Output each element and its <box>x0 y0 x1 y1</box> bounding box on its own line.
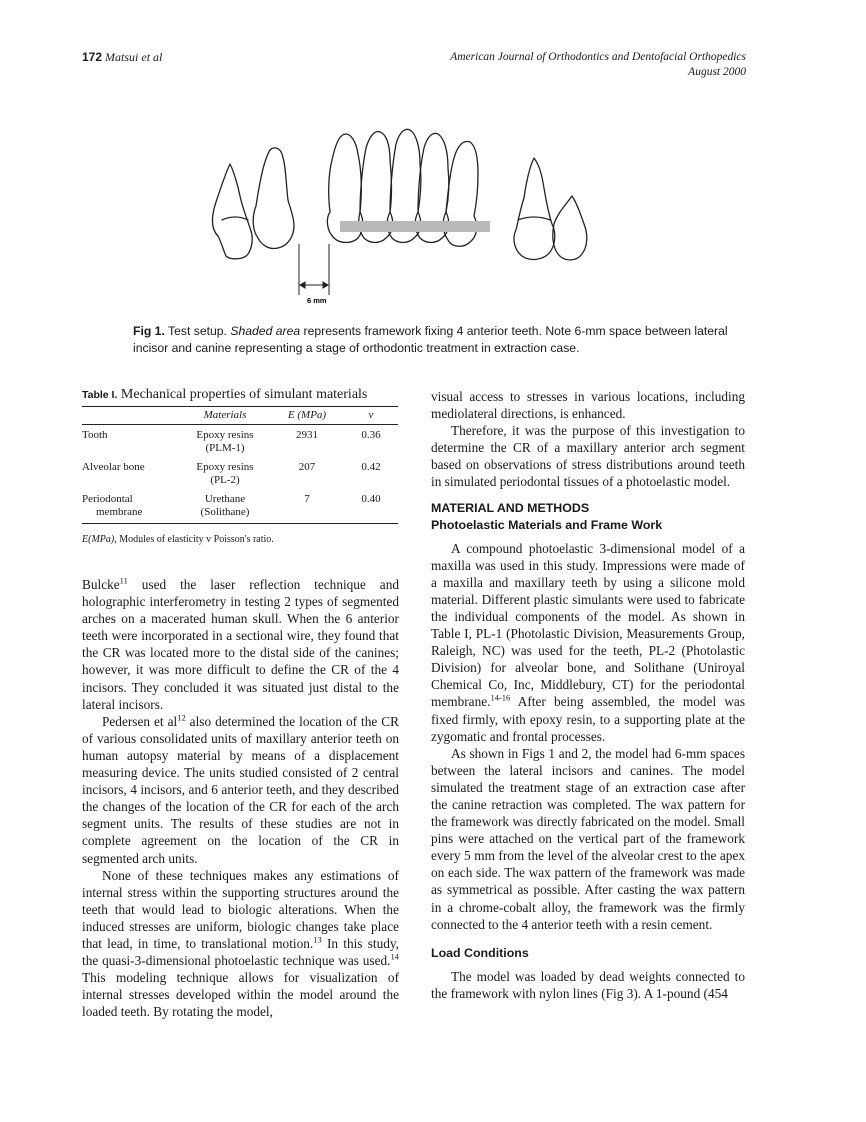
paragraph: Therefore, it was the purpose of this investigation to determine the CR of a maxillary anterior arch segment based on observations of stress distributions around teeth in simulated periodontal tissues of a photoelastic model. <box>431 423 745 490</box>
tooth-right-premolar <box>553 196 587 260</box>
tooth-root-crown-line <box>222 217 248 220</box>
table-row: Tooth Epoxy resins (PLM-1) 2931 0.36 <box>82 429 381 454</box>
caption-label: Fig 1. <box>133 324 165 338</box>
paragraph: visual access to stresses in various locations, including mediolateral directions, is enhanced. <box>431 389 745 422</box>
journal-name: American Journal of Orthodontics and Dentofacial Orthopedics <box>450 51 746 63</box>
table-footnote: E(MPa), Modules of elasticity v Poisson's ratio. <box>82 534 274 545</box>
table-row: Alveolar bone Epoxy resins (PL-2) 207 0.42 <box>82 461 381 486</box>
dimension-marker <box>299 244 329 295</box>
paragraph: The model was loaded by dead weights connected to the framework with nylon lines (Fig 3). A 1-pound (454 <box>431 968 745 1001</box>
figure-1 <box>200 120 590 320</box>
left-column <box>82 576 399 1020</box>
running-authors: Matsui et al <box>105 50 163 64</box>
running-header-right <box>450 50 746 80</box>
page-number: 172 <box>82 50 103 64</box>
tooth-right-canine <box>514 158 555 259</box>
tooth-left-lateral <box>253 148 294 249</box>
subsection-heading: Load Conditions <box>431 945 529 960</box>
properties-table: Materials E (MPa) v Tooth Epoxy resins (PLM-1) 2931 0.36 Alveolar bone Epoxy resins (PL-2) 207 0.42 Periodontal membrane Urethane (Solithane) 7 0.40 <box>82 406 398 524</box>
section-heading: MATERIAL AND METHODS <box>431 500 590 515</box>
subsection-heading: Photoelastic Materials and Frame Work <box>431 517 663 532</box>
framework-shaded-area <box>340 221 490 232</box>
tooth-right-crown-line <box>518 217 550 220</box>
table-1 <box>82 386 398 545</box>
paragraph: As shown in Figs 1 and 2, the model had 6-mm spaces between the lateral incisors and canines. The model simulated the treatment stage of an extraction case after the canine retraction was completed. The wax pattern for the framework was directly fabricated on the model. Small pins were attached on the vertical part of the framework every 5 mm from the level of the alveolar crest to the apex on each side. The wax pattern of the framework was made as symmetrical as possible. After casting the wax pattern in a chrome-cobalt alloy, the framework was the firmly connected to the 4 anterior teeth with a resin cement. <box>431 745 745 932</box>
figure-caption: Fig 1. Test setup. Shaded area represents framework fixing 4 anterior teeth. Note 6-mm space between lateral incisor and canine representing a stage of orthodontic treatment in extraction case. <box>133 324 728 355</box>
paragraph: A compound photoelastic 3-dimensional model of a maxilla was used in this study. Impressions were made of a maxilla and maxillary teeth by using a silicone mold material. Different plastic simulants were used to fabricate the individual components of the model. As shown in Table I, PL-1 (Photolastic Division, Measurements Group, Raleigh, NC) was used for the teeth, PL-2 (Photolastic Division) for alveolar bone, and Solithane (Uniroyal Chemical Co, Inc, Middlebury, CT) for the periodontal membrane.$^{14-16}$ After being assembled, the model was fixed firmly, with epoxy resin, to a supporting plate at the zygomatic and frontal processes. <box>431 540 745 744</box>
table-row: Periodontal membrane Urethane (Solithane) 7 0.40 <box>82 489 398 524</box>
issue-date: August 2000 <box>688 66 746 78</box>
dimension-label: 6 mm <box>307 296 327 305</box>
paragraph: None of these techniques makes any estimations of internal stress within the supporting structures around the teeth that would lead to biologic alterations. When the induced stresses are uniform, biologic changes take place that lead, in time, to translational motion.$^{13}$ In this study, the quasi-3-dimensional photoelastic technique was used.$^{14}$ This modeling technique allows for visualization of internal stresses developed within the model around the loaded teeth. By rotating the model, <box>82 867 399 1020</box>
paragraph: Pedersen et $al^{12}$ also determined the location of the CR of various consolidated units of maxillary anterior teeth on human autopsy material by means of a displacement measuring device. The units studied consisted of 2 central incisors, 4 incisors, and 6 anterior teeth, and they described the changes of the location of the CR for each of the arch segment units. The results of these studies are not in complete agreement on the location of the CR in segmented arch units. <box>82 712 400 866</box>
table-title: Table I. Mechanical properties of simulant materials <box>82 387 368 402</box>
paragraph: Bulcke$^{11}$ used the laser reflection technique and holographic interferometry in testing 2 types of segmented arches on a macerated human skull. When the 6 anterior teeth were incorporated in a sectional wire, they found that the CR was located more to the distal side of the canines; however, it was more difficult to define the CR of the 4 incisors. They concluded it was situated just distal to the lateral incisors. <box>82 575 399 712</box>
right-column <box>431 388 745 1002</box>
caption-emphasis: Shaded area <box>230 324 301 338</box>
teeth-diagram <box>200 120 590 320</box>
tooth-left-canine <box>213 164 253 259</box>
running-header-left <box>82 50 162 65</box>
